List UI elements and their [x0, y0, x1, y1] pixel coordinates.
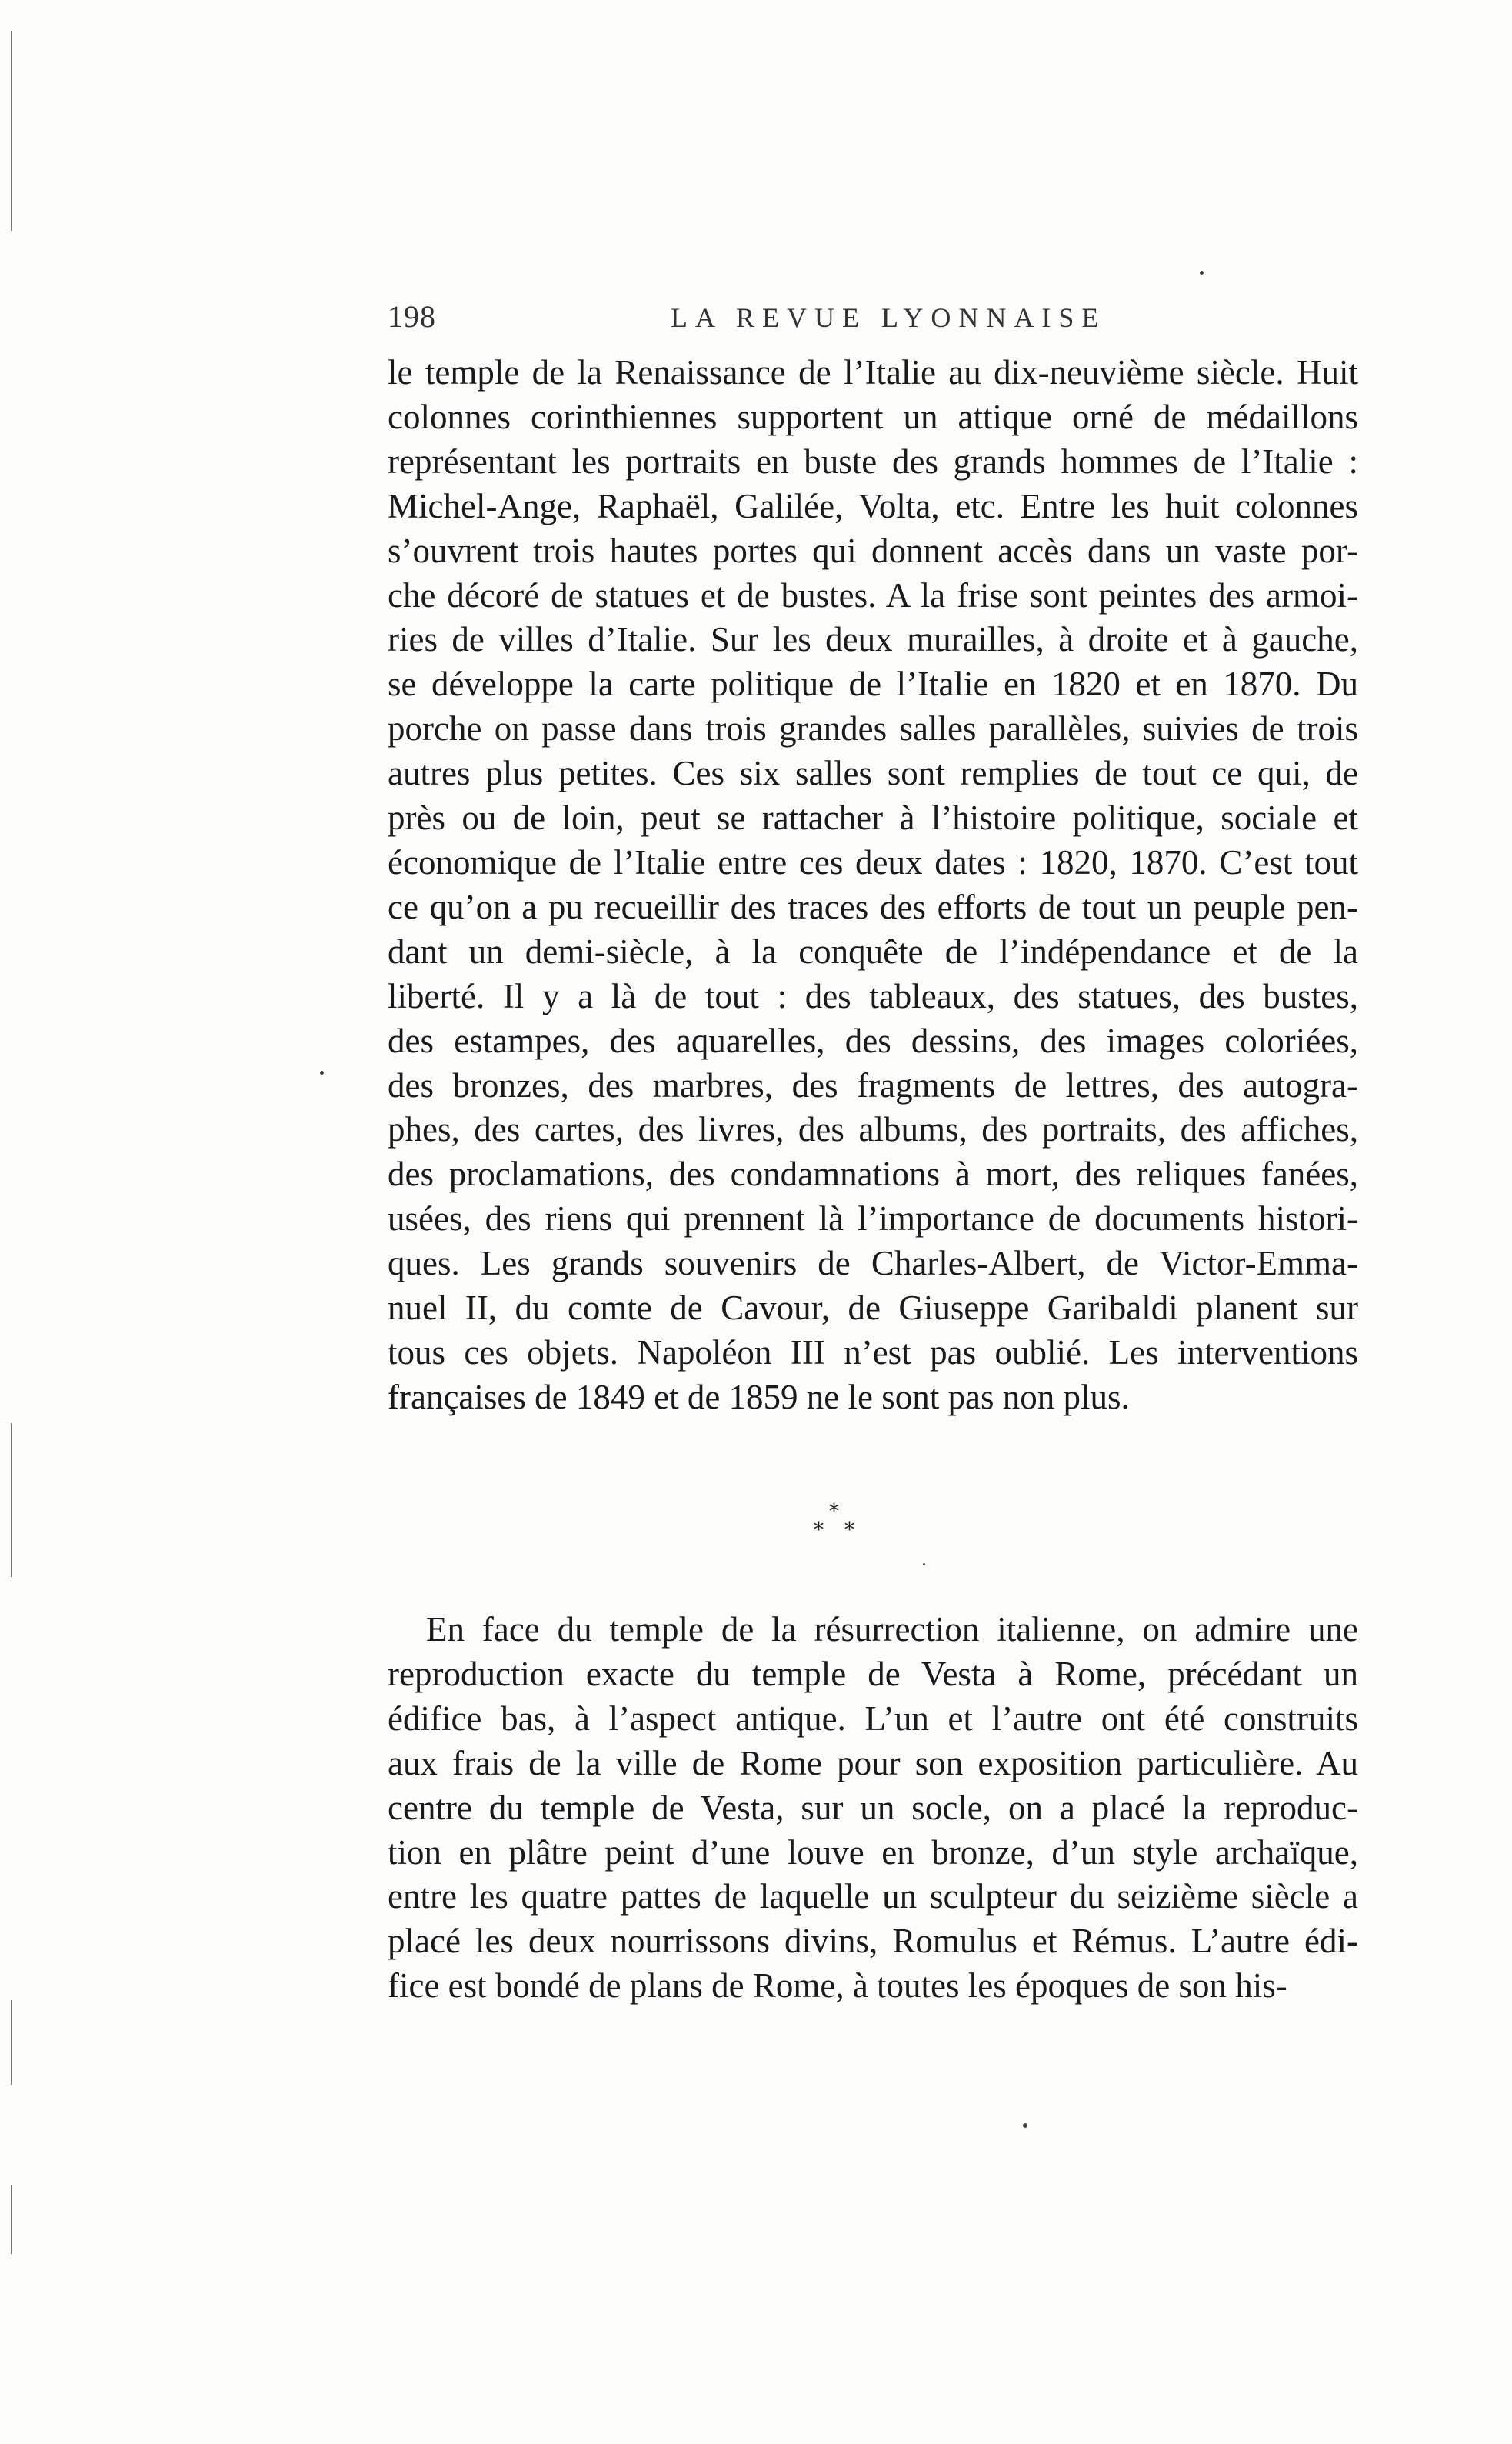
scan-speck [1023, 2123, 1027, 2128]
text-line: nuel II, du comte de Cavour, de Giuseppe Garibaldi planent sur [388, 1289, 1358, 1328]
text-line: liberté. Il y a là de tout : des tableaux, des statues, des bustes, [388, 976, 1358, 1015]
text-line: ques. Les grands souvenirs de Charles-Albert, de Victor-Emma- [388, 1244, 1358, 1283]
text-line: En face du temple de la résurrection italienne, on admire une [426, 1610, 1358, 1649]
text-line: aux frais de la ville de Rome pour son exposition particulière. Au [388, 1743, 1358, 1782]
text-line: des proclamations, des condamnations à mort, des reliques fanées, [388, 1155, 1358, 1194]
scan-edge-line [11, 2000, 12, 2085]
text-line: représentant les portraits en buste des grands hommes de l’Italie : [388, 442, 1358, 481]
asterism-star: * [814, 1519, 824, 1542]
asterism-star: * [844, 1519, 854, 1542]
text-line: des estampes, des aquarelles, des dessins, des images coloriées, [388, 1021, 1358, 1060]
paragraph-1 [388, 351, 1358, 1420]
scan-edge-line [11, 31, 12, 231]
section-separator-asterism [812, 1502, 874, 1563]
text-line: tion en plâtre peint d’une louve en bronze, d’un style archaïque, [388, 1832, 1358, 1872]
text-line: fice est bondé de plans de Rome, à toutes les époques de son his- [388, 1966, 1287, 2006]
text-line: autres plus petites. Ces six salles sont remplies de tout ce qui, de [388, 754, 1358, 793]
text-line: porche on passe dans trois grandes salles parallèles, suivies de trois [388, 709, 1358, 749]
text-line: centre du temple de Vesta, sur un socle, on a placé la reproduc- [388, 1788, 1358, 1827]
scan-speck [320, 1071, 324, 1075]
text-line: des bronzes, des marbres, des fragments de lettres, des autogra- [388, 1065, 1358, 1105]
text-line: colonnes corinthiennes supportent un attique orné de médaillons [388, 397, 1358, 436]
text-line: ries de villes d’Italie. Sur les deux murailles, à droite et à gauche, [388, 620, 1358, 659]
paragraph-2 [388, 1608, 1358, 2009]
text-line: phes, des cartes, des livres, des albums, des portraits, des affiches, [388, 1110, 1358, 1149]
text-line: se développe la carte politique de l’Italie en 1820 et en 1870. Du [388, 665, 1358, 704]
text-line: reproduction exacte du temple de Vesta à Rome, précédant un [388, 1654, 1358, 1693]
text-line: che décoré de statues et de bustes. A la frise sont peintes des armoi- [388, 575, 1358, 615]
text-line: le temple de la Renaissance de l’Italie au dix-neuvième siècle. Huit [388, 353, 1358, 392]
text-line: près ou de loin, peut se rattacher à l’histoire politique, sociale et [388, 799, 1358, 838]
text-line: usées, des riens qui prennent là l’importance de documents histori- [388, 1199, 1358, 1239]
scan-speck [923, 1563, 925, 1565]
scan-edge-line [11, 1423, 12, 1577]
scan-speck [1200, 271, 1204, 275]
text-line: tous ces objets. Napoléon III n’est pas oublié. Les interventions [388, 1332, 1358, 1372]
scan-edge-line [11, 2185, 12, 2254]
text-line: s’ouvrent trois hautes portes qui donnent accès dans un vaste por- [388, 531, 1358, 570]
text-line: dant un demi-siècle, à la conquête de l’indépendance et de la [388, 932, 1358, 971]
text-line: édifice bas, à l’aspect antique. L’un et l’autre ont été construits [388, 1699, 1358, 1738]
text-line: entre les quatre pattes de laquelle un sculpteur du seizième siècle a [388, 1877, 1358, 1916]
page-header [388, 298, 1372, 342]
running-title: LA REVUE LYONNAISE [671, 302, 1107, 333]
asterism-star: * [829, 1500, 839, 1523]
text-line: Michel-Ange, Raphaël, Galilée, Volta, etc. Entre les huit colonnes [388, 486, 1358, 525]
text-line: économique de l’Italie entre ces deux dates : 1820, 1870. C’est tout [388, 842, 1358, 882]
text-line: placé les deux nourrissons divins, Romulus et Rémus. L’autre édi- [388, 1922, 1358, 1961]
text-line: ce qu’on a pu recueillir des traces des efforts de tout un peuple pen- [388, 887, 1358, 926]
page-number: 198 [388, 299, 436, 334]
text-line: françaises de 1849 et de 1859 ne le sont pas non plus. [388, 1377, 1130, 1416]
